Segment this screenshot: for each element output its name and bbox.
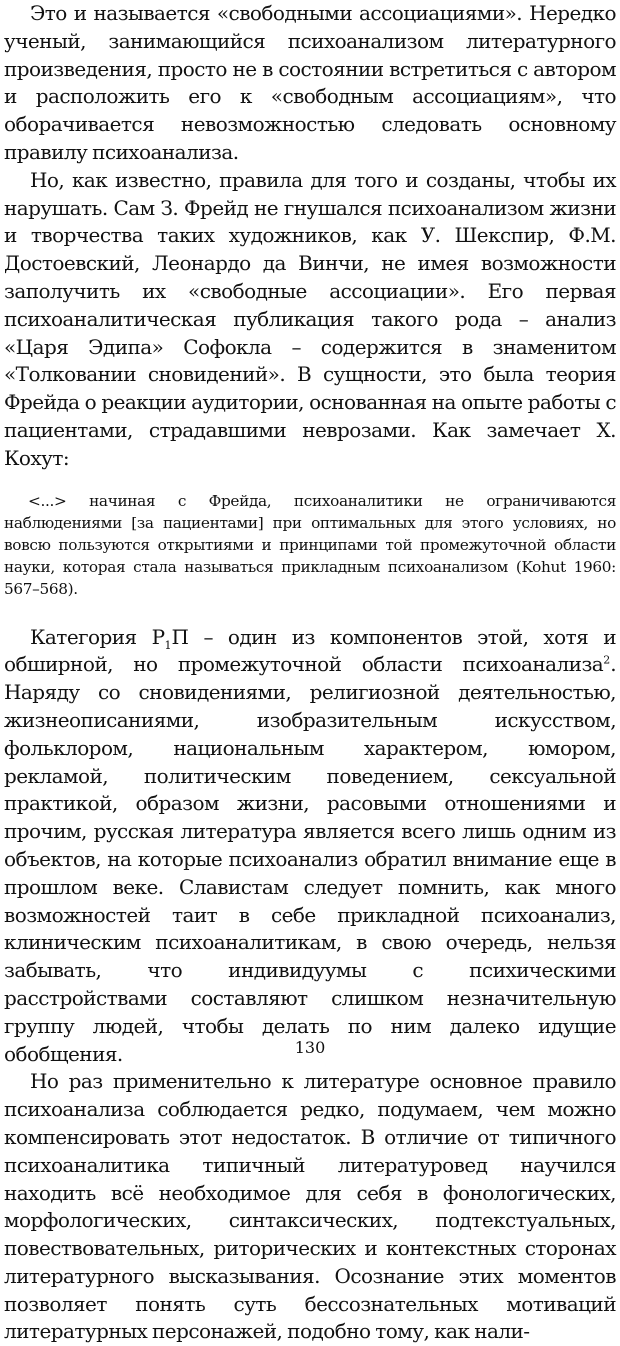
body-text [4,0,616,1346]
block-quote: <...> начиная с Фрейда, психоаналитики не ограничиваются наблюдениями [за пациентами] при оптимальных для этого условиях, но вовсю пользуются открытиями и принципами той промежуточной области науки, которая стала называться прикладным психоанализом (Kohut 1960: 567–568). [4,491,616,599]
paragraph-3-end: . Наряду со сновидениями, религиозной деятельностью, жизнеописаниями, изобразительным искусством, фольклором, национальным характером, юмором, рекламой, политическим поведением, сексуальной практикой, образом жизни, расовыми отношениями и прочим, русская литература является всего лишь одним из объектов, на которые психоанализ обратил внимание еще в прошлом веке. Славистам следует помнить, как много возможностей таит в себе прикладной психоанализ, клиническим психоаналитикам, в свою очередь, нельзя забывать, что индивидуумы с психическими расстройствами составляют слишком незначительную группу людей, чтобы делать по ним далеко идущие обобщения. [4,652,616,1066]
paragraph-3 [4,624,616,1069]
paragraph-1: Это и называется «свободными ассоциациями». Нередко ученый, занимающийся психоанализом литературного произведения, просто не в состоянии встретиться с автором и расположить его к «свободным ассоциациям», что оборачивается невозможностью следовать основному правилу психоанализа. [4,1,616,164]
paragraph-3-start: Категория Р [30,624,165,649]
paragraph-4: Но раз применительно к литературе основное правило психоанализа соблюдается редко, подумаем, чем можно компенсировать этот недостаток. В отличие от типичного психоаналитика типичный литературовед научился находить всё необходимое для себя в фонологических, морфологических, синтаксических, подтекстуальных, повествовательных, риторических и контекстных сторонах литературного высказывания. Осознание этих моментов позволяет понять суть бессознательных мотиваций литературных персонажей, подобно тому, как нали- [4,1069,616,1344]
paragraph-3-middle: П – один из компонентов этой, хотя и обширной, но промежуточной области психоанализа [4,624,616,677]
footnote-marker: 2 [603,653,611,667]
subscript-index: 1 [164,638,172,652]
paragraph-2: Но, как известно, правила для того и созданы, чтобы их нарушать. Сам З. Фрейд не гнушался психоанализом жизни и творчества таких художников, как У. Шекспир, Ф.М. Достоевский, Леонардо да Винчи, не имея возможности заполучить их «свободные ассоциации». Его первая психоаналитическая публикация такого рода – анализ «Царя Эдипа» Софокла – содержится в знаменитом «Толковании сновидений». В сущности, это была теория Фрейда о реакции аудитории, основанная на опыте работы с пациентами, страдавшими неврозами. Как замечает Х. Кохут: [4,167,616,470]
page-number: 130 [294,1038,326,1057]
